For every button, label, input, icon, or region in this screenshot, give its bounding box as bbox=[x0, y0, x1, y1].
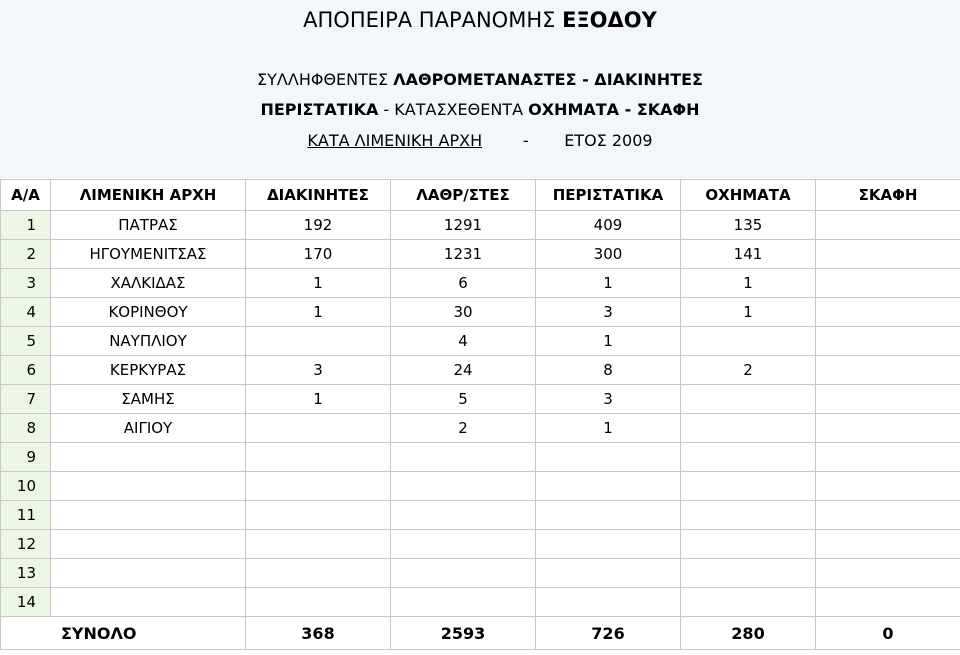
subtitle-line-3 bbox=[0, 131, 960, 150]
cell-skafi bbox=[816, 443, 960, 472]
subtitle2-a: ΠΕΡΙΣΤΑΤΙΚΑ bbox=[260, 100, 379, 119]
table-row bbox=[1, 559, 960, 588]
table-row bbox=[1, 472, 960, 501]
row-number: 4 bbox=[1, 298, 51, 327]
cell-diakinites bbox=[246, 472, 391, 501]
cell-diakinites: 192 bbox=[246, 211, 391, 240]
page-title bbox=[0, 8, 960, 32]
cell-peristatika: 409 bbox=[536, 211, 681, 240]
cell-lathrostes: 24 bbox=[391, 356, 536, 385]
row-number: 5 bbox=[1, 327, 51, 356]
subtitle-line-2 bbox=[0, 100, 960, 119]
cell-skafi bbox=[816, 501, 960, 530]
header-limeniki-archi: ΛΙΜΕΝΙΚΗ ΑΡΧΗ bbox=[51, 180, 246, 211]
table-row bbox=[1, 588, 960, 617]
subtitle1-b: ΛΑΘΡΟΜΕΤΑΝΑΣΤΕΣ - ΔΙΑΚΙΝΗΤΕΣ bbox=[393, 70, 703, 89]
cell-diakinites: 3 bbox=[246, 356, 391, 385]
header-diakinites: ΔΙΑΚΙΝΗΤΕΣ bbox=[246, 180, 391, 211]
port-authority-name bbox=[51, 588, 246, 617]
table-row bbox=[1, 269, 960, 298]
cell-lathrostes bbox=[391, 501, 536, 530]
cell-lathrostes bbox=[391, 443, 536, 472]
cell-skafi bbox=[816, 414, 960, 443]
cell-skafi bbox=[816, 472, 960, 501]
cell-lathrostes: 2 bbox=[391, 414, 536, 443]
total-peristatika: 726 bbox=[536, 617, 681, 650]
cell-ochimata: 1 bbox=[681, 269, 816, 298]
cell-diakinites bbox=[246, 414, 391, 443]
table-row bbox=[1, 240, 960, 269]
cell-diakinites: 1 bbox=[246, 298, 391, 327]
cell-peristatika bbox=[536, 501, 681, 530]
cell-ochimata: 141 bbox=[681, 240, 816, 269]
cell-diakinites: 1 bbox=[246, 385, 391, 414]
cell-peristatika: 1 bbox=[536, 414, 681, 443]
cell-lathrostes bbox=[391, 530, 536, 559]
cell-lathrostes bbox=[391, 588, 536, 617]
subtitle1-a: ΣΥΛΛΗΦΘΕΝΤΕΣ bbox=[257, 70, 394, 89]
port-authority-name: ΚΕΡΚΥΡΑΣ bbox=[51, 356, 246, 385]
table-row bbox=[1, 327, 960, 356]
cell-diakinites bbox=[246, 588, 391, 617]
row-number: 8 bbox=[1, 414, 51, 443]
cell-peristatika: 300 bbox=[536, 240, 681, 269]
port-authority-name: ΚΟΡΙΝΘΟΥ bbox=[51, 298, 246, 327]
table-row bbox=[1, 211, 960, 240]
row-number: 6 bbox=[1, 356, 51, 385]
header-aa: Α/Α bbox=[1, 180, 51, 211]
table-row bbox=[1, 414, 960, 443]
port-authority-name bbox=[51, 443, 246, 472]
port-authority-name bbox=[51, 472, 246, 501]
subtitle2-c: ΟΧΗΜΑΤΑ - ΣΚΑΦΗ bbox=[528, 100, 700, 119]
cell-skafi bbox=[816, 559, 960, 588]
cell-peristatika: 8 bbox=[536, 356, 681, 385]
title-bold: ΕΞΟΔΟΥ bbox=[562, 8, 657, 32]
cell-lathrostes: 5 bbox=[391, 385, 536, 414]
cell-ochimata bbox=[681, 327, 816, 356]
cell-diakinites: 170 bbox=[246, 240, 391, 269]
cell-ochimata bbox=[681, 385, 816, 414]
header-skafi: ΣΚΑΦΗ bbox=[816, 180, 960, 211]
port-authority-name: ΝΑΥΠΛΙΟΥ bbox=[51, 327, 246, 356]
row-number: 14 bbox=[1, 588, 51, 617]
row-number: 13 bbox=[1, 559, 51, 588]
cell-ochimata bbox=[681, 414, 816, 443]
cell-diakinites: 1 bbox=[246, 269, 391, 298]
cell-diakinites bbox=[246, 443, 391, 472]
table-row bbox=[1, 443, 960, 472]
header-lathrostes: ΛΑΘΡ/ΣΤΕΣ bbox=[391, 180, 536, 211]
row-number: 10 bbox=[1, 472, 51, 501]
port-authority-name: ΧΑΛΚΙΔΑΣ bbox=[51, 269, 246, 298]
cell-skafi bbox=[816, 588, 960, 617]
cell-diakinites bbox=[246, 559, 391, 588]
cell-skafi bbox=[816, 385, 960, 414]
total-ochimata: 280 bbox=[681, 617, 816, 650]
cell-ochimata bbox=[681, 501, 816, 530]
cell-lathrostes: 30 bbox=[391, 298, 536, 327]
cell-skafi bbox=[816, 269, 960, 298]
cell-peristatika bbox=[536, 530, 681, 559]
port-authority-name: ΑΙΓΙΟΥ bbox=[51, 414, 246, 443]
cell-skafi bbox=[816, 298, 960, 327]
row-number: 7 bbox=[1, 385, 51, 414]
cell-lathrostes: 6 bbox=[391, 269, 536, 298]
cell-ochimata: 2 bbox=[681, 356, 816, 385]
table-row bbox=[1, 385, 960, 414]
port-authority-name bbox=[51, 501, 246, 530]
port-authority-name bbox=[51, 559, 246, 588]
row-number: 11 bbox=[1, 501, 51, 530]
header-ochimata: ΟΧΗΜΑΤΑ bbox=[681, 180, 816, 211]
cell-skafi bbox=[816, 530, 960, 559]
cell-skafi bbox=[816, 327, 960, 356]
total-diakinites: 368 bbox=[246, 617, 391, 650]
subtitle-line-1 bbox=[0, 70, 960, 89]
total-lathrostes: 2593 bbox=[391, 617, 536, 650]
cell-ochimata bbox=[681, 588, 816, 617]
header-peristatika: ΠΕΡΙΣΤΑΤΙΚΑ bbox=[536, 180, 681, 211]
subtitle2-b: - ΚΑΤΑΣΧΕΘΕΝΤΑ bbox=[378, 100, 529, 119]
total-skafi: 0 bbox=[816, 617, 960, 650]
cell-peristatika bbox=[536, 559, 681, 588]
port-authority-name bbox=[51, 530, 246, 559]
cell-diakinites bbox=[246, 501, 391, 530]
port-authority-name: ΗΓΟΥΜΕΝΙΤΣΑΣ bbox=[51, 240, 246, 269]
port-authority-name: ΣΑΜΗΣ bbox=[51, 385, 246, 414]
row-number: 1 bbox=[1, 211, 51, 240]
cell-ochimata bbox=[681, 530, 816, 559]
cell-lathrostes bbox=[391, 559, 536, 588]
cell-ochimata bbox=[681, 443, 816, 472]
cell-lathrostes bbox=[391, 472, 536, 501]
cell-ochimata bbox=[681, 472, 816, 501]
subtitle3-b: - ΕΤΟΣ 2009 bbox=[482, 131, 653, 150]
table-row bbox=[1, 530, 960, 559]
cell-peristatika bbox=[536, 588, 681, 617]
cell-peristatika: 3 bbox=[536, 298, 681, 327]
cell-lathrostes: 4 bbox=[391, 327, 536, 356]
table-row bbox=[1, 356, 960, 385]
cell-skafi bbox=[816, 211, 960, 240]
total-label: ΣΥΝΟΛΟ bbox=[1, 617, 246, 650]
cell-skafi bbox=[816, 356, 960, 385]
total-row bbox=[1, 617, 960, 650]
cell-peristatika: 1 bbox=[536, 327, 681, 356]
cell-peristatika: 3 bbox=[536, 385, 681, 414]
cell-ochimata: 1 bbox=[681, 298, 816, 327]
subtitle3-a: ΚΑΤΑ ΛΙΜΕΝΙΚΗ ΑΡΧΗ bbox=[307, 131, 483, 150]
cell-diakinites bbox=[246, 327, 391, 356]
cell-lathrostes: 1291 bbox=[391, 211, 536, 240]
row-number: 2 bbox=[1, 240, 51, 269]
cell-peristatika bbox=[536, 443, 681, 472]
row-number: 9 bbox=[1, 443, 51, 472]
cell-skafi bbox=[816, 240, 960, 269]
row-number: 12 bbox=[1, 530, 51, 559]
cell-ochimata: 135 bbox=[681, 211, 816, 240]
table-row bbox=[1, 501, 960, 530]
table-header-row bbox=[1, 180, 960, 211]
row-number: 3 bbox=[1, 269, 51, 298]
port-authority-name: ΠΑΤΡΑΣ bbox=[51, 211, 246, 240]
cell-peristatika: 1 bbox=[536, 269, 681, 298]
cell-ochimata bbox=[681, 559, 816, 588]
title-plain: ΑΠΟΠΕΙΡΑ ΠΑΡΑΝΟΜΗΣ bbox=[303, 8, 563, 32]
cell-lathrostes: 1231 bbox=[391, 240, 536, 269]
table-row bbox=[1, 298, 960, 327]
data-table bbox=[0, 179, 960, 650]
cell-diakinites bbox=[246, 530, 391, 559]
cell-peristatika bbox=[536, 472, 681, 501]
